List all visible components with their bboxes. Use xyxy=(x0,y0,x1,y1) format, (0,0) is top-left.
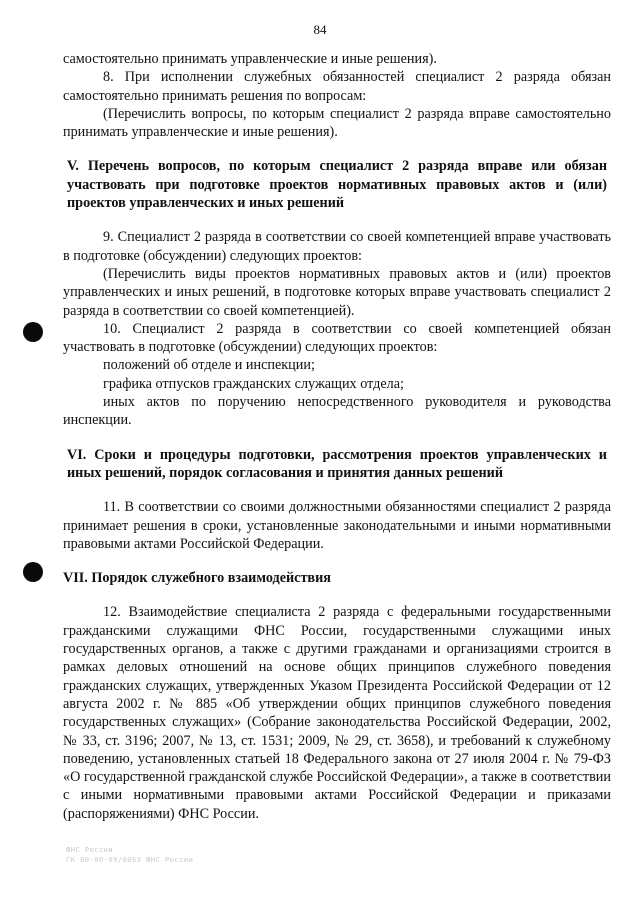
list-item: графика отпусков гражданских служащих отдела; xyxy=(103,375,404,392)
list-item: иных актов по поручению непосредственного руководителя и руководства инспекции. xyxy=(63,394,611,429)
paragraph-9: 9. Специалист 2 разряда в соответствии со своей компетенцией вправе участвовать в подготовке (обсуждении) следующих проектов: xyxy=(63,229,611,264)
section-6-heading: VI. Сроки и процедуры подготовки, рассмотрения проектов управленческих и иных решений, порядок согласования и принятия данных решений xyxy=(67,446,607,481)
paragraph-8: 8. При исполнении служебных обязанностей специалист 2 разряда обязан самостоятельно принимать решения по вопросам: xyxy=(63,69,611,104)
paragraph-10: 10. Специалист 2 разряда в соответствии со своей компетенцией обязан участвовать в подготовке (обсуждении) следующих проектов: xyxy=(63,320,611,356)
paragraph-9-placeholder: (Перечислить виды проектов нормативных правовых актов и (или) проектов управленческих и иных решений, в подготовке которых вправе участвовать специалист 2 разряда в соответствии со своей компетенцией). xyxy=(63,265,611,319)
punch-hole-bottom xyxy=(23,562,43,582)
footer-stamp-line-1: ФНС России xyxy=(66,846,114,854)
section-7-heading: VII. Порядок служебного взаимодействия xyxy=(63,570,331,587)
document-body xyxy=(63,50,611,823)
list-item: положений об отделе и инспекции; xyxy=(103,357,315,374)
paragraph-11: 11. В соответствии со своими должностными обязанностями специалист 2 разряда принимает решения в сроки, установленные законодательными и иными нормативными правовыми актами Российской Федерации. xyxy=(63,499,611,552)
section-5-heading: V. Перечень вопросов, по которым специалист 2 разряда вправе или обязан участвовать при подготовке проектов нормативных правовых актов и (или) проектов управленческих и иных решений xyxy=(67,158,607,212)
page-number: 84 xyxy=(313,22,327,37)
paragraph-12: 12. Взаимодействие специалиста 2 разряда с федеральными государственными гражданскими служащими ФНС России, государственными служащими иных государственных органов, а также с другими гражданами и организациями строится в рамках деловых отношений на основе общих принципов служебного поведения гражданских служащих, утвержденных Указом Президента Российской Федерации от 12 августа 2002 г. № 885 «Об утверждении общих принципов служебного поведения государственных служащих» (Собрание законодательства Российской Федерации, 2002, № 33, ст. 3196; 2007, № 13, ст. 1531; 2009, № 29, ст. 3658), и требований к служебному поведению, установленных статьей 18 Федерального закона от 27 июля 2004 г. № 79-ФЗ «О государственной гражданской службе Российской Федерации», а также в соответствии с иными нормативными правовыми актами Российской Федерации и приказами (распоряжениями) ФНС России. xyxy=(63,604,611,822)
footer-stamp-line-2: ГК 00-00-09/0063 ФНС России xyxy=(66,856,194,864)
paragraph-8-placeholder: (Перечислить вопросы, по которым специалист 2 разряда вправе самостоятельно принимать управленческие и иные решения). xyxy=(63,105,611,141)
punch-hole-top xyxy=(23,322,43,342)
paragraph-continuation: самостоятельно принимать управленческие и иные решения). xyxy=(63,51,437,67)
